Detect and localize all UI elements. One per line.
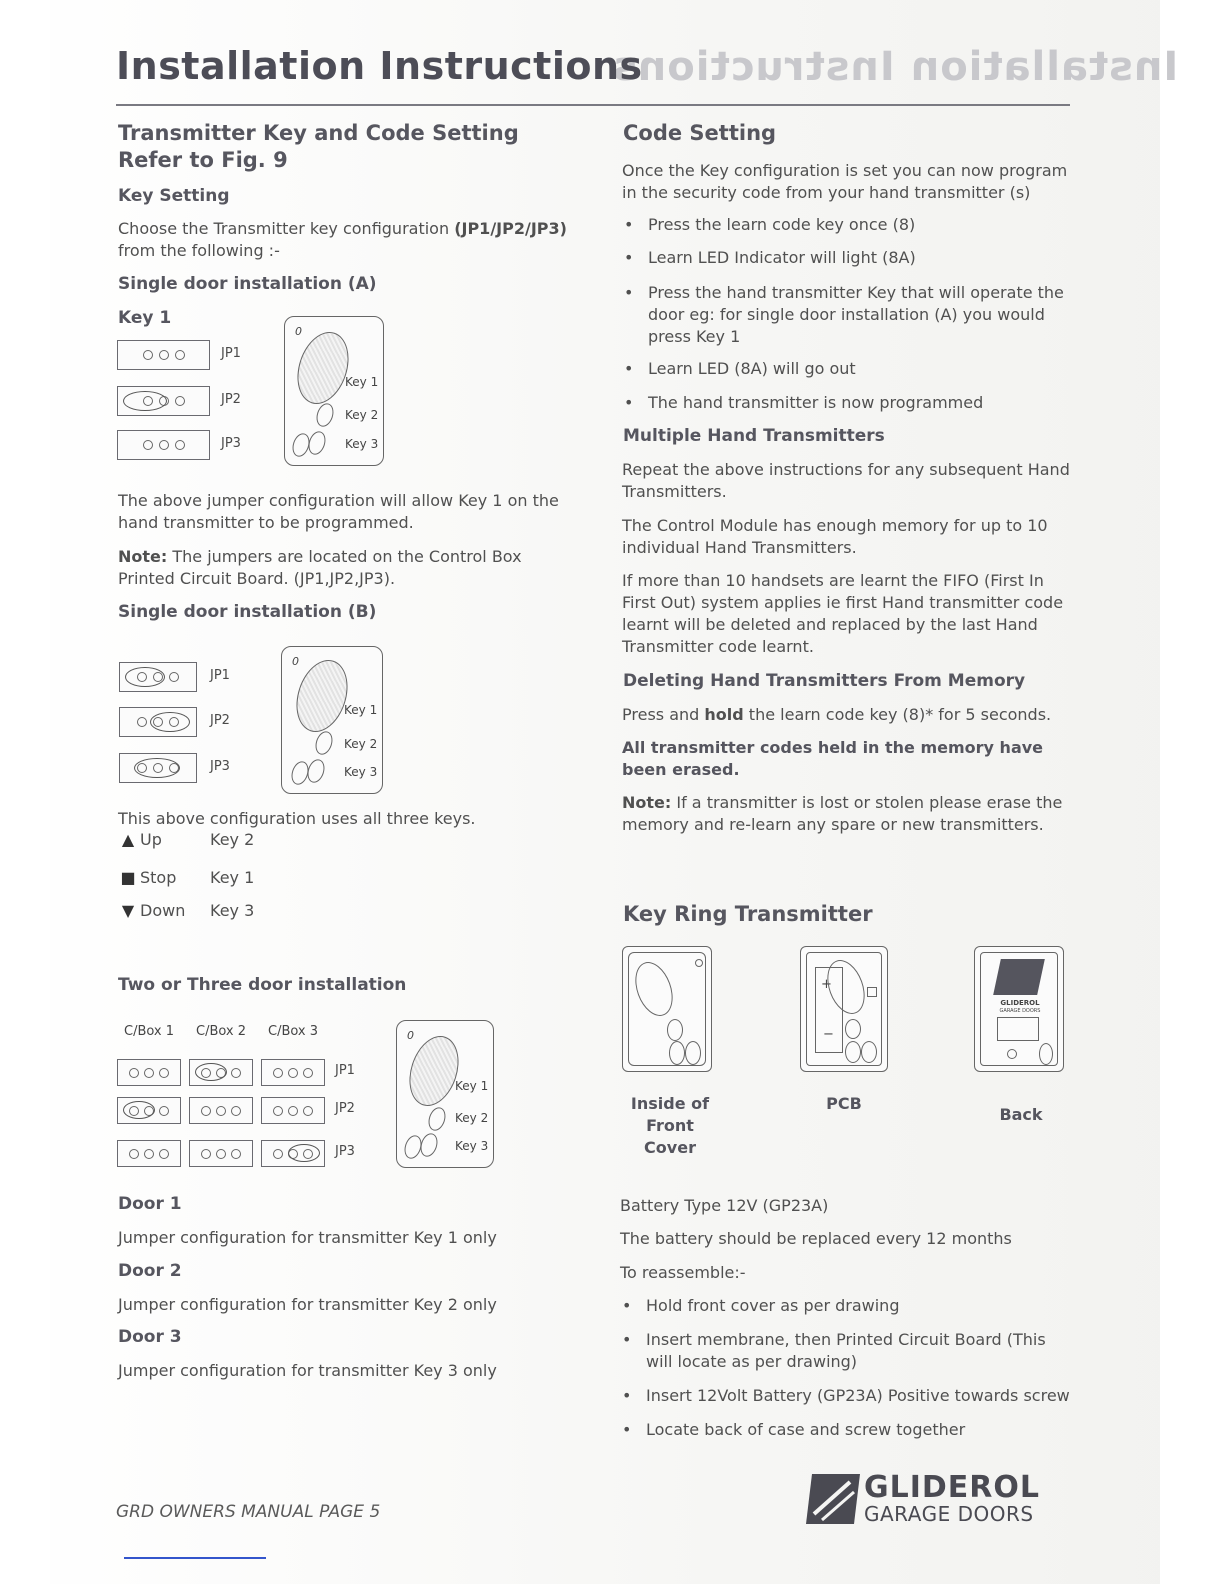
jumper-pin	[288, 1068, 298, 1078]
reassemble-steps	[620, 1295, 1072, 1441]
jumper-pin	[303, 1106, 313, 1116]
note-label: Note:	[622, 793, 672, 812]
jumper-link	[123, 391, 167, 411]
jumper-label: JP1	[210, 668, 230, 683]
battery-replace: The battery should be replaced every 12 months	[620, 1229, 1012, 1248]
logo-line2: GARAGE DOORS	[864, 1502, 1034, 1526]
deleting-p1-post: the learn code key (8)* for 5 seconds.	[743, 705, 1052, 724]
jumper-pin	[273, 1106, 283, 1116]
fob-mark: 0	[292, 655, 299, 668]
code-step: • Learn LED Indicator will light (8A)	[622, 247, 1072, 269]
cover-key3-recess-a	[669, 1041, 685, 1065]
jumper-pin	[143, 350, 153, 360]
transmitter-fob	[284, 316, 384, 466]
multiple-p3: If more than 10 handsets are learnt the FIFO (First In First Out) system applies ie first Hand transmitter code learnt will be deleted and replaced by the last Hand Transmitter code learnt.	[622, 571, 1064, 656]
jumper-pin	[273, 1149, 283, 1159]
key-ring-back-drawing	[974, 946, 1064, 1072]
fob-key-label: Key 2	[455, 1111, 489, 1125]
fob-key-label: Key 1	[344, 703, 378, 717]
scan-margin-left	[0, 0, 50, 1584]
reassemble-step: • Locate back of case and screw together	[620, 1419, 1072, 1441]
deleting-p1-bold: hold	[704, 705, 744, 724]
battery-negative-icon: −	[823, 1027, 834, 1042]
code-setting-heading: Code Setting	[623, 121, 777, 145]
fob-key2-button	[313, 729, 336, 757]
jumper-label: JP2	[335, 1101, 355, 1116]
reassemble-step: • Insert 12Volt Battery (GP23A) Positive towards screw	[620, 1385, 1072, 1407]
key-setting-heading: Key Setting	[118, 186, 230, 206]
gliderol-logo-icon	[806, 1474, 860, 1524]
legend-key: Key 3	[210, 901, 255, 920]
code-step: • The hand transmitter is now programmed	[622, 392, 1072, 414]
reassemble-step: • Insert membrane, then Printed Circuit Board (This will locate as per drawing)	[620, 1329, 1072, 1373]
scan-link-underline	[124, 1557, 266, 1559]
jumper-label: JP3	[210, 759, 230, 774]
cover-key3-recess-b	[685, 1041, 701, 1065]
back-label-panel	[997, 1017, 1039, 1041]
jumper-link	[123, 1101, 155, 1119]
up-triangle-icon: ▲	[121, 830, 135, 849]
show-through-title: Installation Instructions	[612, 44, 1179, 90]
jumper-pin	[175, 396, 185, 406]
battery-type: Battery Type 12V (GP23A)	[620, 1196, 829, 1215]
jumper-pin	[231, 1068, 241, 1078]
pcb-key3-switch-a	[845, 1041, 861, 1063]
fob-key-label: Key 1	[345, 375, 379, 389]
fob-key3-button-b	[305, 757, 328, 785]
jumper-pin	[169, 672, 179, 682]
fob-key-label: Key 1	[455, 1079, 489, 1093]
pcb-led	[867, 987, 877, 997]
door2-text: Jumper configuration for transmitter Key 2 only	[118, 1295, 497, 1314]
jumper-label: JP3	[221, 436, 241, 451]
fob-key-label: Key 2	[344, 737, 378, 751]
single-a-heading: Single door installation (A)	[118, 274, 377, 294]
door3-text: Jumper configuration for transmitter Key 3 only	[118, 1361, 497, 1380]
jumper-pin	[216, 1149, 226, 1159]
fob-key-label: Key 3	[455, 1139, 489, 1153]
cbox2-jp1	[189, 1059, 253, 1086]
jumper-pin	[175, 350, 185, 360]
jumper-pin	[231, 1106, 241, 1116]
pcb-key2-switch	[845, 1019, 861, 1039]
legend-label: Stop	[140, 868, 177, 887]
jumper-pin	[273, 1068, 283, 1078]
back-logo-icon	[993, 959, 1045, 995]
key-setting-text-line1	[118, 218, 567, 240]
back-screw-icon	[1007, 1049, 1017, 1059]
jumper-pin	[159, 350, 169, 360]
code-step: • Press the learn code key once (8)	[622, 214, 1072, 236]
note-text: If a transmitter is lost or stolen please erase the memory and re-learn any spare or new transmitters.	[622, 793, 1063, 834]
title-rule	[116, 104, 1070, 106]
fob-key1-pad	[289, 325, 358, 410]
key-setting-text-pre: Choose the Transmitter key configuration	[118, 219, 455, 238]
jumper-pin	[144, 1149, 154, 1159]
door1-text: Jumper configuration for transmitter Key 1 only	[118, 1228, 497, 1247]
jumper-jp3	[119, 753, 197, 783]
legend-key: Key 1	[210, 868, 255, 887]
jumper-label: JP2	[210, 713, 230, 728]
single-b-heading: Single door installation (B)	[118, 602, 377, 622]
multiple-heading: Multiple Hand Transmitters	[623, 426, 885, 446]
back-logo-line2: GARAGE DOORS	[999, 1008, 1041, 1014]
jumper-pin	[159, 1149, 169, 1159]
transmitter-fob	[396, 1020, 494, 1168]
jumper-pin	[201, 1106, 211, 1116]
page-title: Installation Instructions	[116, 44, 643, 88]
legend-label: Down	[140, 901, 186, 920]
jumper-pin	[159, 1106, 169, 1116]
code-setting-steps	[622, 214, 1072, 414]
jumper-jp1	[117, 340, 210, 370]
fob-key3-button-b	[306, 429, 329, 457]
code-step: • Press the hand transmitter Key that will operate the door eg: for single door installation (A) you would press Key 1	[622, 282, 1072, 348]
jumper-jp2	[117, 386, 210, 416]
cbox-label: C/Box 3	[268, 1024, 319, 1039]
key-setting-text-line2: from the following :-	[118, 241, 280, 260]
single-a-subheading: Key 1	[118, 308, 172, 328]
key-ring-heading: Key Ring Transmitter	[623, 902, 873, 926]
deleting-p1-pre: Press and	[622, 705, 705, 724]
cbox1-jp1	[117, 1059, 181, 1086]
logo-line1: GLIDEROL	[864, 1470, 1041, 1505]
jumper-link	[288, 1144, 320, 1162]
note-label: Note:	[118, 547, 168, 566]
jumper-link	[195, 1063, 227, 1081]
multiple-p2: The Control Module has enough memory for up to 10 individual Hand Transmitters.	[622, 516, 1048, 557]
jumper-pin	[288, 1106, 298, 1116]
single-a-note	[118, 546, 566, 590]
jumper-pin	[231, 1149, 241, 1159]
single-a-text: The above jumper configuration will allow Key 1 on the hand transmitter to be programmed.	[118, 491, 559, 532]
reassemble-label: To reassemble:-	[620, 1263, 746, 1282]
fob-key-label: Key 3	[344, 765, 378, 779]
door1-heading: Door 1	[118, 1194, 182, 1214]
jumper-label: JP2	[221, 392, 241, 407]
stop-square-icon: ■	[120, 868, 136, 887]
jumper-pin	[159, 440, 169, 450]
jumper-label: JP1	[335, 1063, 355, 1078]
single-b-text: This above configuration uses all three keys.	[118, 809, 476, 828]
cbox3-jp2	[261, 1097, 325, 1124]
fob-key1-pad	[401, 1030, 467, 1113]
cbox3-jp3	[261, 1140, 325, 1167]
deleting-p1	[622, 704, 1051, 726]
pcb-key3-switch-b	[861, 1041, 877, 1063]
fob-key3-button-b	[418, 1131, 441, 1159]
jumper-label: JP3	[335, 1144, 355, 1159]
jumper-pin	[201, 1149, 211, 1159]
jumper-pin	[143, 440, 153, 450]
jumper-pin	[159, 1068, 169, 1078]
jumper-pin	[175, 440, 185, 450]
cbox-label: C/Box 2	[196, 1024, 247, 1039]
code-setting-intro: Once the Key configuration is set you can now program in the security code from your hand transmitter (s)	[622, 161, 1068, 202]
legend-row-stop	[116, 868, 254, 887]
deleting-heading: Deleting Hand Transmitters From Memory	[623, 671, 1026, 691]
cbox2-jp3	[189, 1140, 253, 1167]
legend-label: Up	[140, 830, 162, 849]
jumper-label: JP1	[221, 346, 241, 361]
left-heading-line1: Transmitter Key and Code Setting	[118, 121, 519, 145]
key-setting-text-bold: (JP1/JP2/JP3)	[454, 219, 567, 238]
caption-back: Back	[999, 1105, 1043, 1124]
left-heading-line2: Refer to Fig. 9	[118, 148, 288, 172]
footer-page-label: GRD OWNERS MANUAL PAGE 5	[116, 1502, 381, 1522]
fob-key2-button	[426, 1105, 449, 1133]
cbox-label: C/Box 1	[124, 1024, 175, 1039]
legend-row-down	[116, 901, 254, 920]
jumper-link	[125, 667, 165, 687]
code-step: • Learn LED (8A) will go out	[622, 358, 1072, 380]
jumper-pin	[144, 1068, 154, 1078]
multi-door-heading: Two or Three door installation	[118, 975, 407, 995]
key-ring-pcb-drawing	[800, 946, 888, 1072]
fob-key-label: Key 3	[345, 437, 379, 451]
legend-row-up	[116, 830, 254, 849]
deleting-p2: All transmitter codes held in the memory have been erased.	[622, 738, 1044, 779]
fob-key-label: Key 2	[345, 408, 379, 422]
cbox1-jp2	[117, 1097, 181, 1124]
caption-pcb: PCB	[826, 1094, 862, 1113]
jumper-link	[150, 712, 190, 732]
cbox1-jp3	[117, 1140, 181, 1167]
jumper-jp3	[117, 430, 210, 460]
jumper-jp1	[119, 662, 197, 692]
reassemble-step: • Hold front cover as per drawing	[620, 1295, 1072, 1317]
cover-screw-hole	[695, 959, 703, 967]
key-ring-inside-cover-drawing	[622, 946, 712, 1072]
down-triangle-icon: ▼	[121, 901, 135, 920]
cover-key2-recess	[667, 1019, 683, 1041]
jumper-pin	[129, 1068, 139, 1078]
jumper-link	[134, 758, 180, 778]
jumper-jp2	[119, 707, 197, 737]
fob-mark: 0	[295, 325, 302, 338]
cbox3-jp1	[261, 1059, 325, 1086]
cbox2-jp2	[189, 1097, 253, 1124]
deleting-note	[622, 792, 1072, 836]
fob-mark: 0	[407, 1029, 414, 1042]
jumper-pin	[129, 1149, 139, 1159]
note-text: The jumpers are located on the Control Box Printed Circuit Board. (JP1,JP2,JP3).	[118, 547, 522, 588]
door2-heading: Door 2	[118, 1261, 182, 1281]
transmitter-fob	[281, 646, 383, 794]
jumper-pin	[216, 1106, 226, 1116]
legend-key: Key 2	[210, 830, 255, 849]
battery-positive-icon: +	[821, 977, 832, 992]
jumper-pin	[303, 1068, 313, 1078]
scan-margin-right	[1160, 0, 1224, 1584]
multiple-p1: Repeat the above instructions for any subsequent Hand Transmitters.	[622, 460, 1070, 501]
back-ring-hole	[1039, 1043, 1053, 1065]
door3-heading: Door 3	[118, 1327, 182, 1347]
back-logo-line1: GLIDEROL	[1000, 999, 1040, 1007]
fob-key2-button	[314, 401, 337, 429]
caption-inside-cover: Inside of Front Cover	[630, 1094, 710, 1157]
gliderol-logo	[806, 1472, 1062, 1526]
jumper-pin	[137, 717, 147, 727]
